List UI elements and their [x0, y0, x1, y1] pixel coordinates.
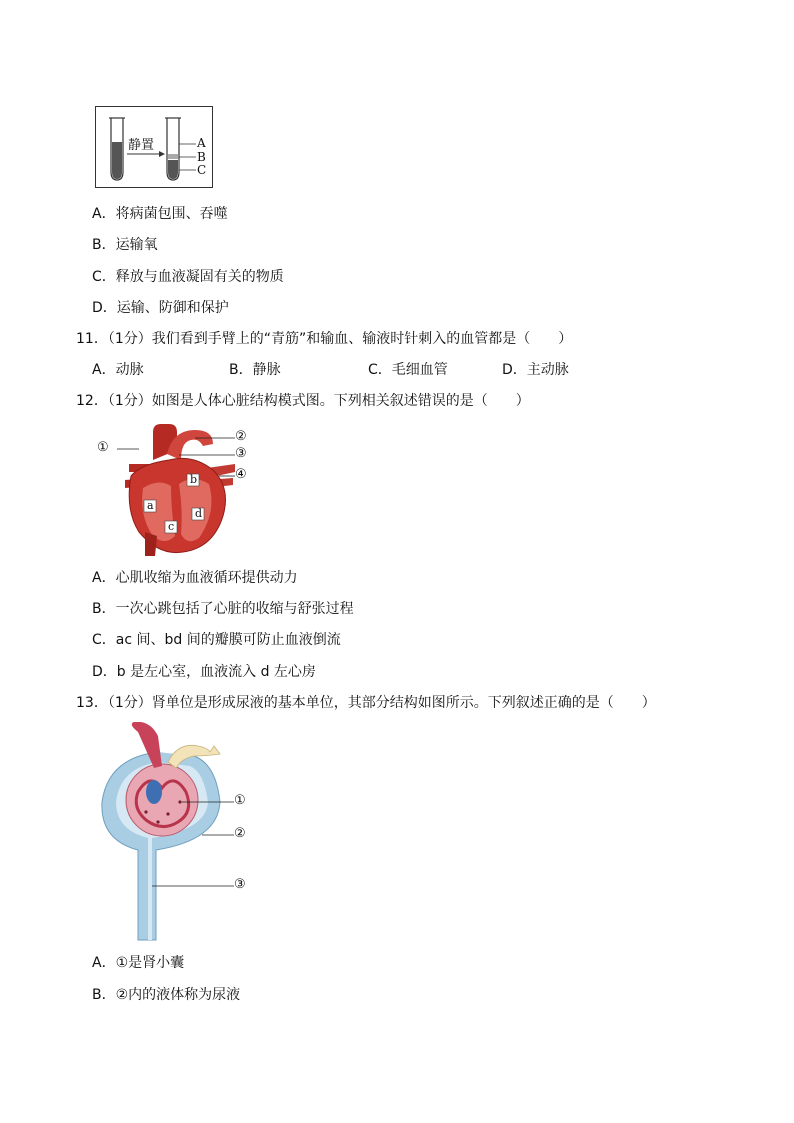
heart-label-d: d: [195, 507, 203, 520]
q12-option-c: C．ac 间、bd 间的瓣膜可防止血液倒流: [92, 632, 341, 648]
q11-option-b: B．静脉: [229, 362, 281, 378]
q11-option-c: C．毛细血管: [368, 362, 448, 378]
q13-stem: 13．（1分）肾单位是形成尿液的基本单位，其部分结构如图所示。下列叙述正确的是（ ）: [76, 695, 656, 711]
test-tube-figure: [95, 106, 213, 188]
heart-label-a: a: [147, 499, 154, 512]
heart-label-1: ①: [97, 440, 109, 455]
tube-label-b: B: [197, 150, 206, 164]
q10-option-d: D．运输、防御和保护: [92, 300, 229, 316]
nephron-label-1: ①: [234, 793, 246, 808]
heart-label-2: ②: [235, 429, 247, 444]
heart-label-c: c: [168, 520, 175, 533]
tube-label-a: A: [197, 136, 206, 150]
q13-option-a: A．①是肾小囊: [92, 955, 185, 971]
arrow-label: 静置: [128, 138, 155, 153]
q10-option-a: A．将病菌包围、吞噬: [92, 206, 228, 222]
tube-label-c: C: [197, 163, 207, 177]
heart-label-4: ④: [235, 467, 247, 482]
q12-option-a: A．心肌收缩为血液循环提供动力: [92, 570, 298, 586]
nephron-label-3: ③: [234, 877, 246, 892]
q11-option-a: A．动脉: [92, 362, 144, 378]
heart-label-3: ③: [235, 446, 247, 461]
q11-stem: 11．（1分）我们看到手臂上的“青筋”和输血、输液时针刺入的血管都是（ ）: [76, 331, 573, 347]
nephron-label-2: ②: [234, 826, 246, 841]
nephron-figure: [98, 722, 258, 944]
q12-stem: 12．（1分）如图是人体心脏结构模式图。下列相关叙述错误的是（ ）: [76, 393, 530, 409]
q10-option-b: B．运输氧: [92, 237, 158, 253]
heart-label-b: b: [190, 473, 198, 486]
q12-option-b: B．一次心跳包括了心脏的收缩与舒张过程: [92, 601, 354, 617]
q13-option-b: B．②内的液体称为尿液: [92, 987, 241, 1003]
heart-figure: [95, 420, 265, 560]
q10-option-c: C．释放与血液凝固有关的物质: [92, 269, 284, 285]
q11-option-d: D．主动脉: [502, 362, 569, 378]
q12-option-d: D．b 是左心室，血液流入 d 左心房: [92, 664, 316, 680]
